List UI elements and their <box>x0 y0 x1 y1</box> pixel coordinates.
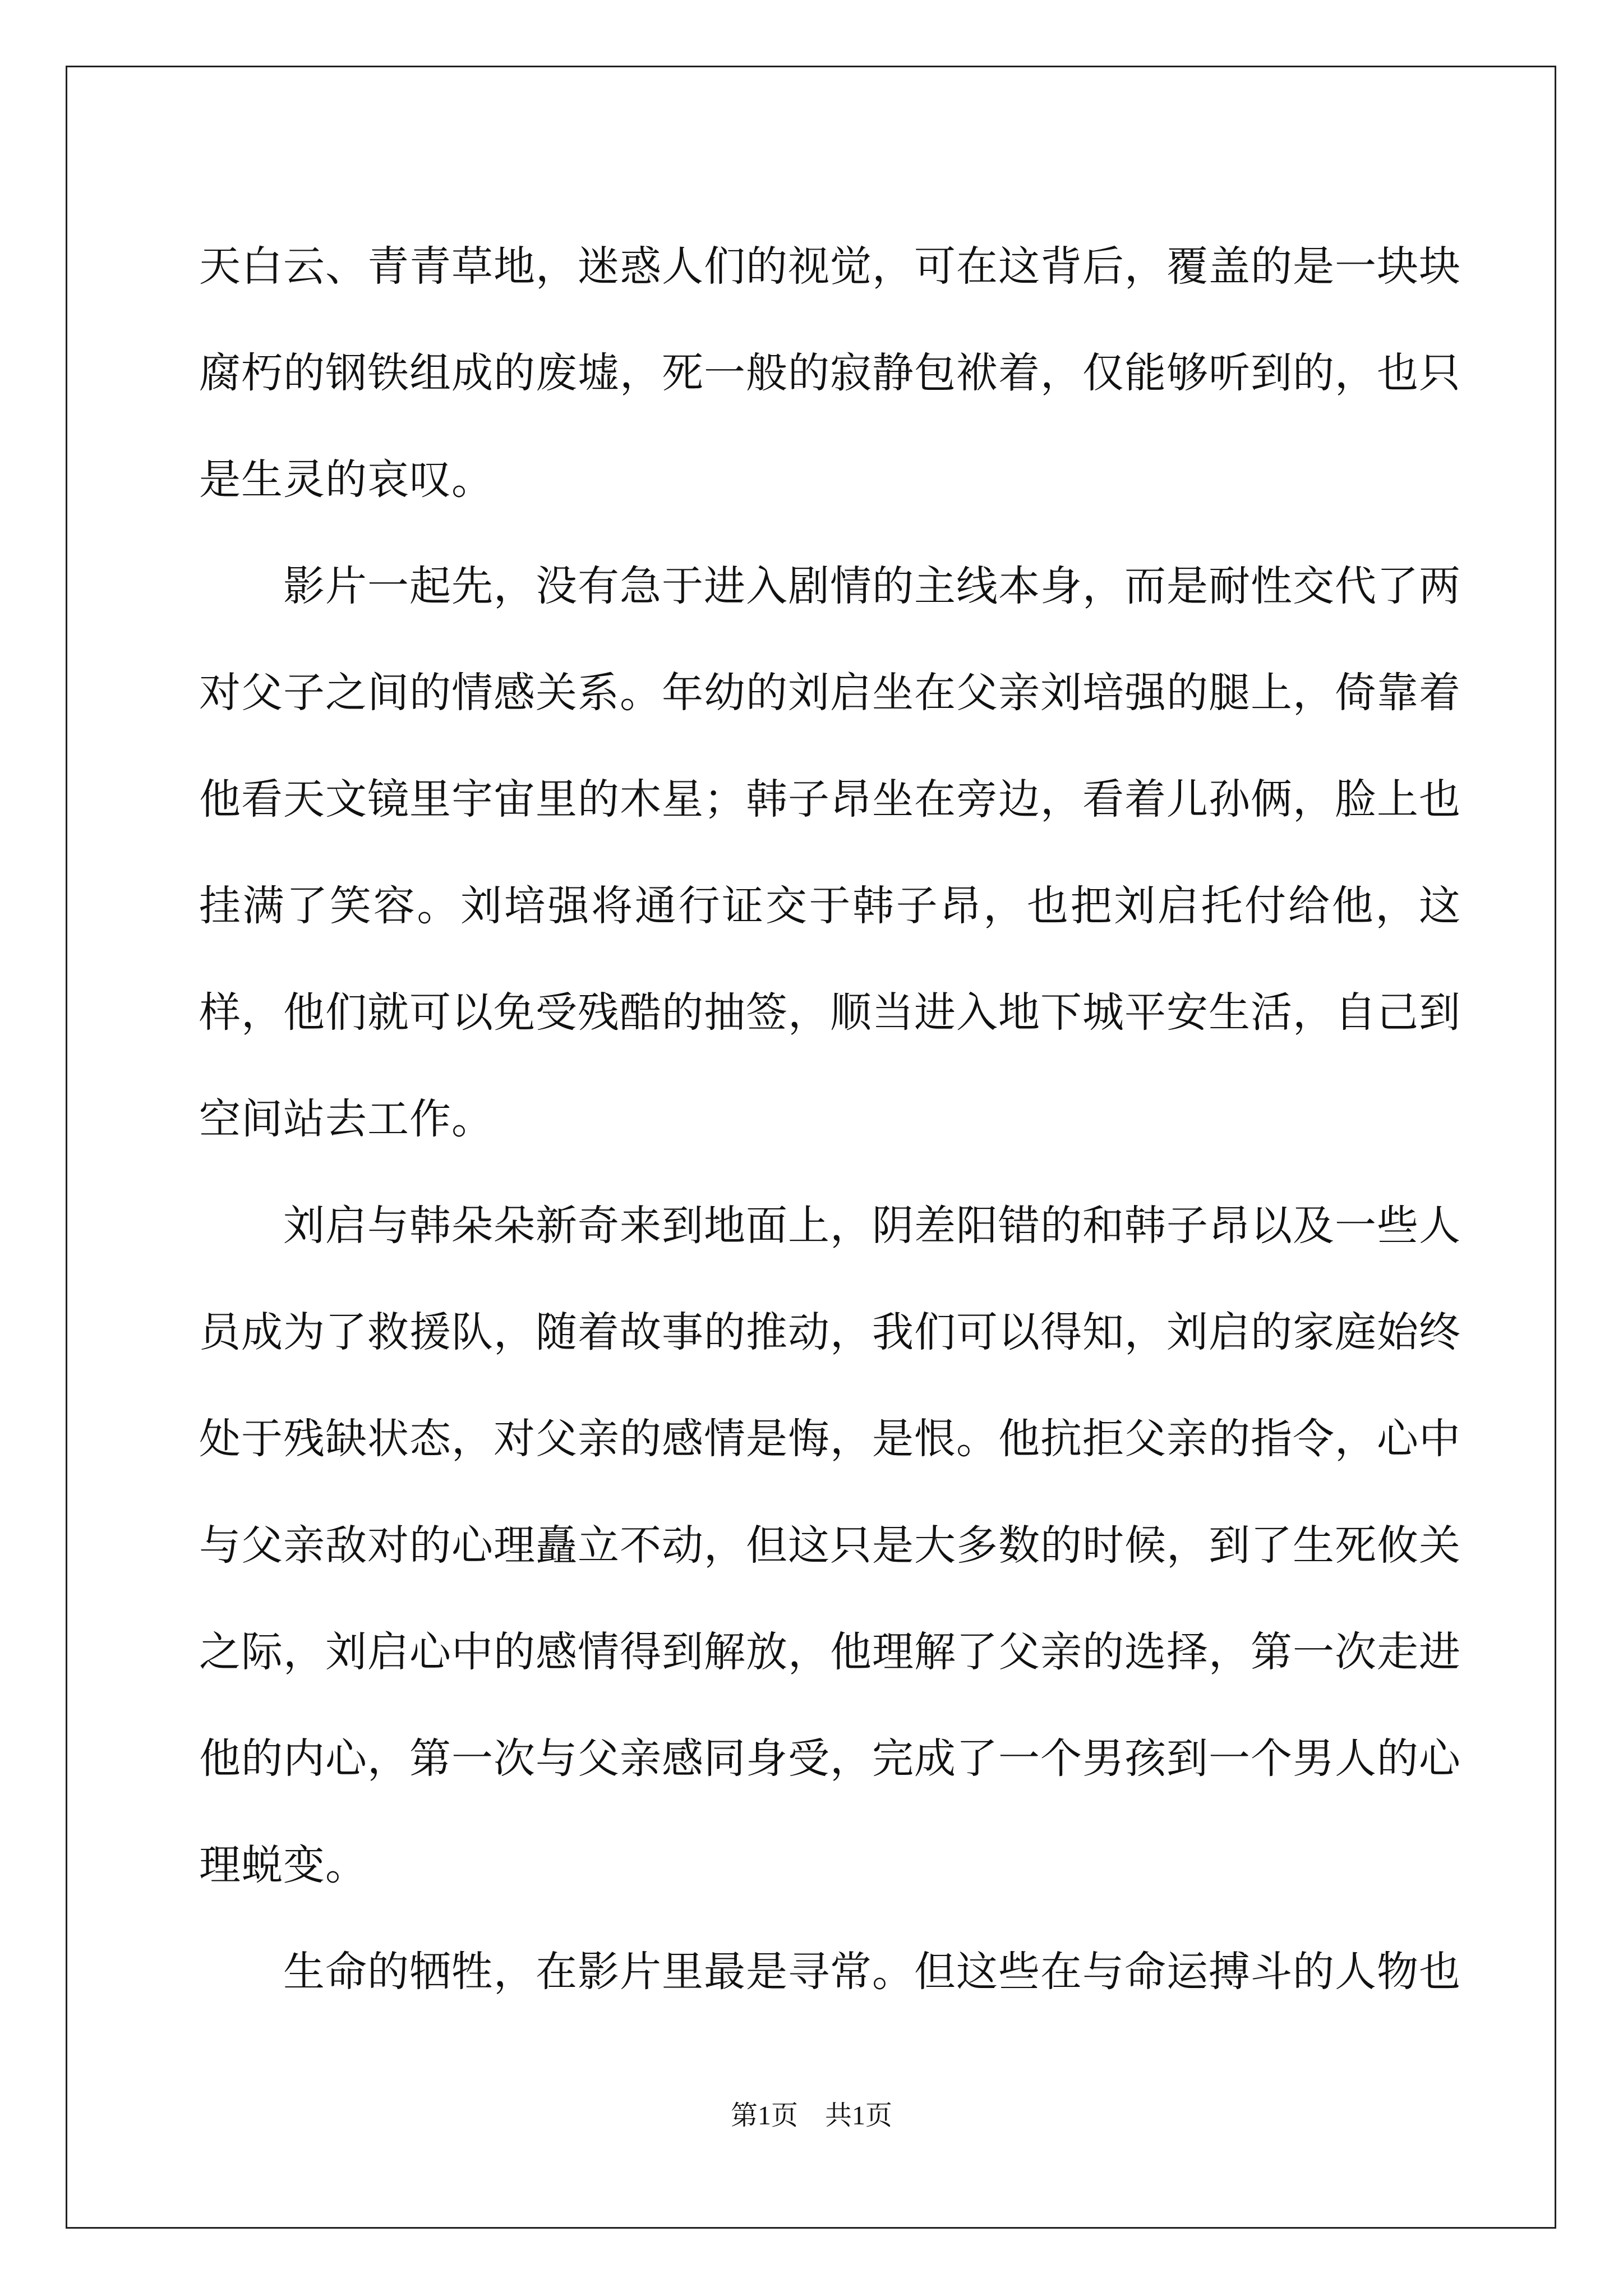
page-footer <box>0 2099 1623 2133</box>
paragraph-3: 刘启与韩朵朵新奇来到地面上，阴差阳错的和韩子昂以及一些人员成为了救援队，随着故事的推动，我们可以得知，刘启的家庭始终处于残缺状态，对父亲的感情是悔，是恨。他抗拒父亲的指令，心中与父亲敌对的心理矗立不动，但这只是大多数的时候，到了生死攸关之际，刘启心中的感情得到解放，他理解了父亲的选择，第一次走进他的内心，第一次与父亲感同身受，完成了一个男孩到一个男人的心理蜕变。 <box>199 1202 1461 1889</box>
paragraph-4: 生命的牺牲，在影片里最是寻常。但这些在与命运搏斗的人物也 <box>283 1948 1461 1996</box>
paragraph-2: 影片一起先，没有急于进入剧情的主线本身，而是耐性交代了两对父子之间的情感关系。年幼的刘启坐在父亲刘培强的腿上，倚靠着他看天文镜里宇宙里的木星；韩子昂坐在旁边，看着儿孙俩，脸上也挂满了笑容。刘培强将通行证交于韩子昂，也把刘启托付给他，这样，他们就可以免受残酷的抽签，顺当进入地下城平安生活，自己到空间站去工作。 <box>199 562 1461 1143</box>
paragraph-1: 天白云、青青草地，迷惑人们的视觉，可在这背后，覆盖的是一块块腐朽的钢铁组成的废墟，死一般的寂静包袱着，仅能够听到的，也只是生灵的哀叹。 <box>199 242 1461 504</box>
page-total: 共1页 <box>825 2101 893 2131</box>
page-number: 第1页 <box>730 2101 798 2131</box>
document-body <box>199 213 1461 2025</box>
